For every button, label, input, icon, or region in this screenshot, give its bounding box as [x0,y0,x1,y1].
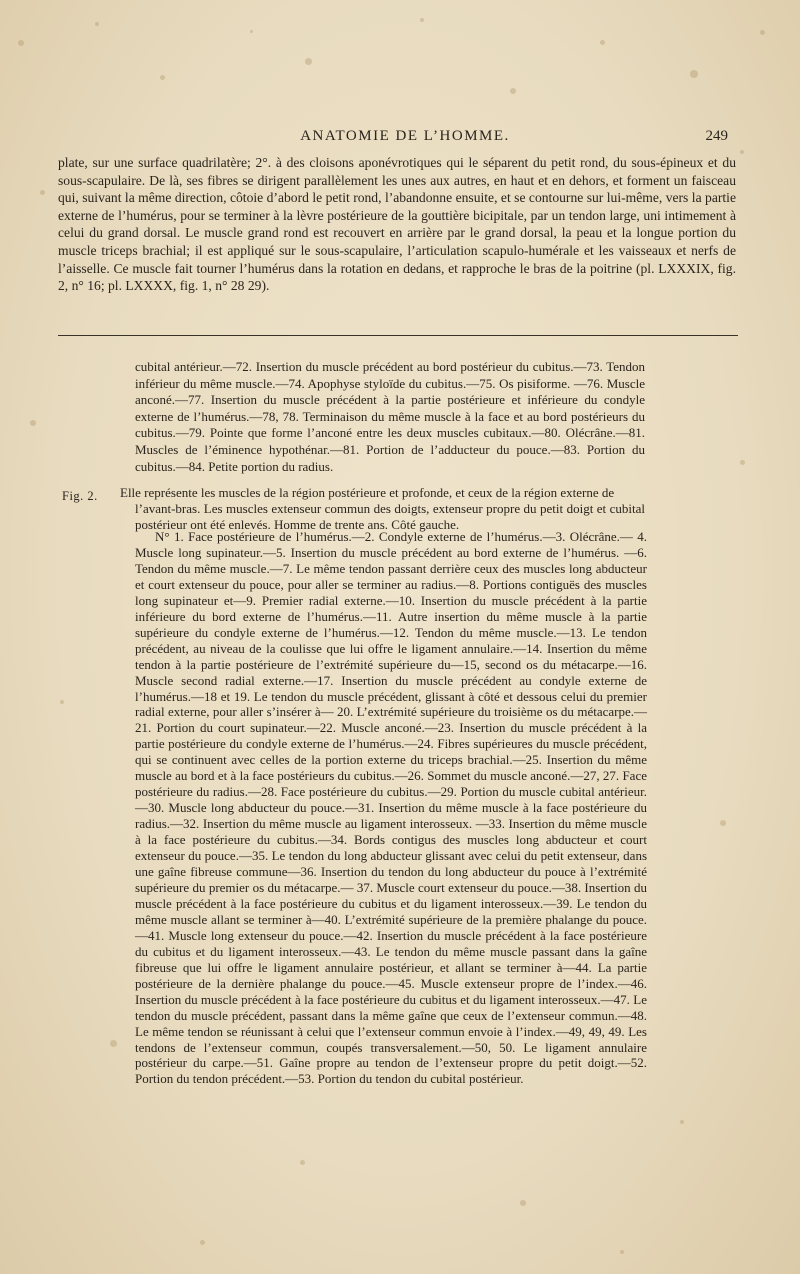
section-divider [58,335,738,336]
figure-description-first-line: Elle représente les muscles de la région postérieure et profonde, et ceux de la région externe de [120,485,615,500]
running-title: ANATOMIE DE L’HOMME. [300,128,510,144]
figure-description: l’avant-bras. Les muscles extenseur commun des doigts, extenseur propre du petit doigt et cubital postérieur ont été enlevés. Homme de trente ans. Côté gauche. [135,501,645,532]
page-header [60,128,750,148]
page-number: 249 [705,128,728,144]
figure-legend: N° 1. Face postérieure de l’humérus.—2. Condyle externe de l’humérus.—3. Olécrâne.— 4. Muscle long supinateur.—5. Insertion du muscle précédent au bord externe de l’humérus. —6. Tendon du même muscle.—7. Le même tendon passant derrière ceux des muscles long abducteur et court extenseur du pouce, pour aller se terminer au radius.—8. Portions contiguës des muscles long supinateur et—9. Premier radial externe.—10. Insertion du muscle précédent à la partie inférieure du bord externe de l’humérus.—11. Autre insertion du même muscle à la partie supérieure du condyle externe de l’humérus.—12. Tendon du même muscle.—13. Le tendon précédent, au niveau de la coulisse que lui offre le ligament annulaire.—14. Insertion du même tendon à la partie postérieure de l’extrémité supérieure du—15, second os du métacarpe.—16. Muscle second radial externe.—17. Insertion du muscle précédent au condyle externe de l’humérus.—18 et 19. Le tendon du muscle précédent, glissant à côté et dessous celui du premier radial externe, pour aller s’insérer à— 20. L’extrémité supérieure du troisième os du métacarpe.—21. Portion du court supinateur.—22. Muscle anconé.—23. Insertion du muscle précédent à la partie postérieure du condyle externe de l’humérus.—24. Fibres supérieures du muscle précédent, qui se continuent avec celles de la portion externe du triceps brachial.—25. Insertion du même muscle au bord et à la face postérieurs du cubitus.—26. Sommet du muscle anconé.—27, 27. Face postérieure du radius.—28. Face postérieure du cubitus.—29. Portion du muscle cubital antérieur.—30. Muscle long abducteur du pouce.—31. Insertion du même muscle à la face postérieure du radius.—32. Insertion du même muscle au ligament interosseux. —33. Insertion du même muscle à la face postérieure du cubitus.—34. Bords contigus des muscles long abducteur et court extenseur du pouce.—35. Le tendon du long abducteur glissant avec celui du petit extenseur, dans une gaîne fibreuse commune—36. Insertion du tendon du long abducteur du pouce à l’extrémité supérieure du premier os du métacarpe.— 37. Muscle court extenseur du pouce.—38. Insertion du muscle précédent à la face postérieure du cubitus et du ligament interosseux.—39. Le tendon du même muscle allant se terminer à—40. L’extrémité supérieure de la première phalange du pouce.—41. Muscle long extenseur du pouce.—42. Insertion du muscle précédent à la face postérieure du cubitus et du ligament interosseux.—43. Le tendon du même muscle passant dans la gaîne fibreuse que lui offre le ligament annulaire postérieur, et allant se terminer à—44. La partie postérieure de la dernière phalange du pouce.—45. Muscle extenseur propre de l’index.—46. Insertion du muscle précédent à la face postérieure du cubitus et du ligament interosseux.—47. Le tendon du muscle précédent, passant dans la même gaîne que ceux de l’extenseur commun.—48. Le même tendon se réunissant à celui que l’extenseur commun envoie à l’index.—49, 49, 49. Les tendons de l’extenseur commun, coupés transversalement.—50, 50. Le ligament annulaire postérieur du carpe.—51. Gaîne propre au tendon de l’extenseur propre du petit doigt.—52. Portion du tendon précédent.—53. Portion du tendon du cubital postérieur. [135,529,647,1087]
figure-label: Fig. 2. [62,489,98,503]
body-paragraph: plate, sur une surface quadrilatère; 2°. à des cloisons aponévrotiques qui le séparent du petit rond, du sous-épineux et du sous-scapulaire. De là, ses fibres se dirigent parallèlement les unes aux autres, en haut et en dehors, et forment un faisceau qui, suivant la même direction, côtoie d’abord le petit rond, l’abandonne ensuite, et se contourne sur lui-même, vers la partie externe de l’humérus, pour se terminer à la lèvre postérieure de la gouttière bicipitale, par un tendon large, uni intimement à celui du grand dorsal. Le muscle grand rond est recouvert en arrière par le grand dorsal, la peau et la longue portion du muscle triceps brachial; il est appliqué sur le sous-scapulaire, l’articulation scapulo-humérale et les vaisseaux et nerfs de l’aisselle. Ce muscle fait tourner l’humérus dans la rotation en dedans, et rapproche le bras de la poitrine (pl. LXXXIX, fig. 2, n° 16; pl. LXXXX, fig. 1, n° 28 29). [58,155,736,294]
plate-legend-continued: cubital antérieur.—72. Insertion du muscle précédent au bord postérieur du cubitus.—73. Tendon inférieur du même muscle.—74. Apophyse styloïde du cubitus.—75. Os pisiforme. —76. Muscle anconé.—77. Insertion du muscle précédent à la partie postérieure et inférieure du condyle externe de l’humérus.—78, 78. Terminaison du même muscle à la face et au bord postérieurs du cubitus.—79. Pointe que forme l’anconé entre les deux muscles cubitaux.—80. Olécrâne.—81. Muscles de l’éminence hypothénar.—81. Portion de l’adducteur du pouce.—83. Portion du cubitus.—84. Petite portion du radius. [135,359,645,474]
